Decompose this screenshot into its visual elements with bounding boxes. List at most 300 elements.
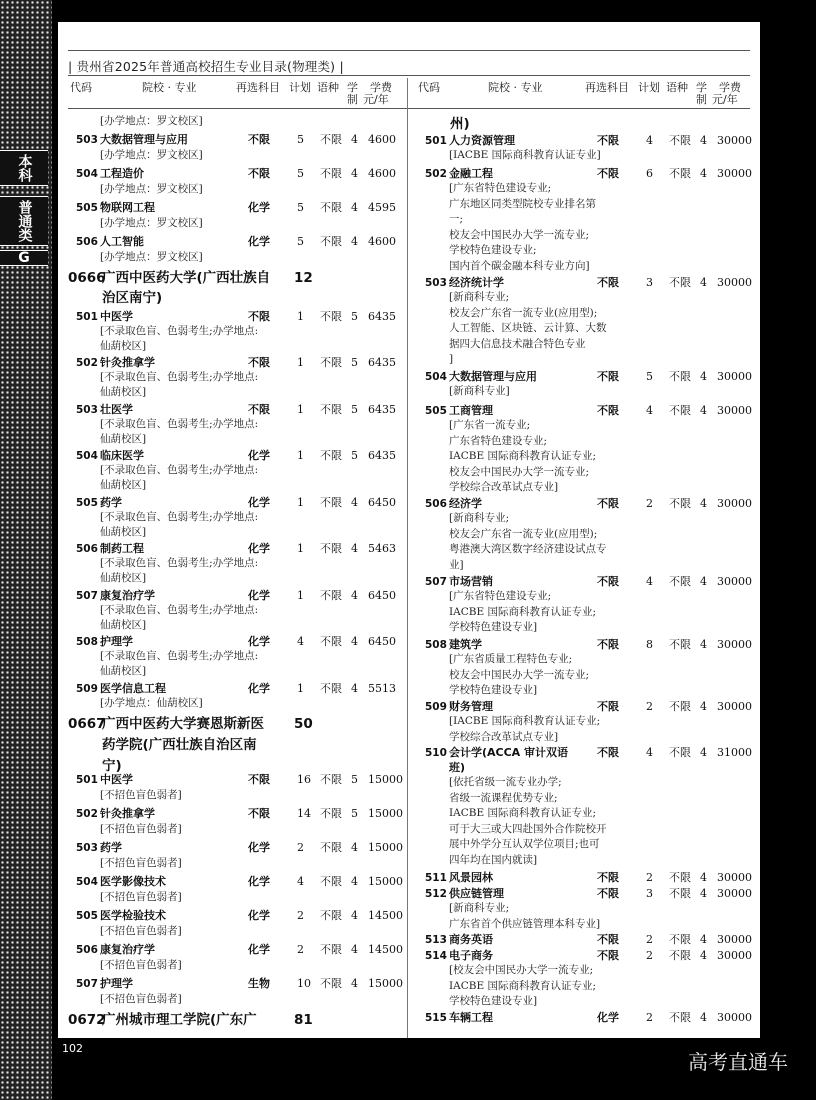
major-name: 医学信息工程: [100, 682, 166, 695]
major-years: 4: [351, 682, 358, 695]
major-name: 会计学(ACCA 审计双语: [449, 746, 569, 759]
major-plan: 3: [646, 276, 653, 289]
major-code: 508: [425, 639, 447, 651]
col-plan: 计划: [638, 81, 660, 94]
major-code: 506: [76, 236, 98, 248]
major-plan: 2: [646, 871, 653, 884]
column-divider: [407, 78, 408, 1038]
major-years: 4: [351, 133, 358, 146]
col-plan: 计划: [289, 81, 311, 94]
major-name: 财务管理: [449, 700, 493, 713]
major-code: 513: [425, 934, 447, 946]
major-code: 510: [425, 747, 447, 759]
major-years: 4: [700, 933, 707, 946]
major-name: 康复治疗学: [100, 943, 155, 956]
major-name: 建筑学: [449, 638, 482, 651]
major-subject: 化学: [248, 496, 270, 509]
major-subject: 不限: [597, 746, 619, 759]
school-code: 0672: [68, 1012, 106, 1028]
major-subject: 不限: [597, 167, 619, 180]
major-language: 不限: [669, 497, 691, 510]
major-language: 不限: [320, 682, 342, 695]
col-subject: 再选科目: [236, 81, 280, 94]
major-name: 商务英语: [449, 933, 493, 946]
side-tab-undergrad: [0, 150, 48, 186]
major-years: 4: [700, 575, 707, 588]
col-code: 代码: [70, 81, 92, 94]
major-plan: 14: [297, 807, 311, 820]
major-plan: 2: [297, 909, 304, 922]
col-school-major: 院校 · 专业: [142, 81, 197, 94]
col-years-bottom: 制: [347, 93, 358, 106]
major-name: 康复治疗学: [100, 589, 155, 602]
major-fee: 30000: [717, 404, 752, 417]
major-note: [IACBE 国际商科教育认证专业]: [449, 149, 601, 161]
major-note: 仙葫校区]: [100, 665, 147, 677]
major-language: 不限: [669, 871, 691, 884]
major-code: 503: [76, 404, 98, 416]
major-note: 仙葫校区]: [100, 433, 147, 445]
major-code: 507: [76, 978, 98, 990]
major-language: 不限: [669, 949, 691, 962]
major-name: 工商管理: [449, 404, 493, 417]
major-note: [办学地点：罗文校区]: [100, 115, 203, 127]
major-name: 药学: [100, 496, 122, 509]
major-note: 一;: [449, 213, 464, 225]
major-note: 学校特色建设专业]: [449, 621, 538, 633]
major-code: 507: [76, 590, 98, 602]
major-note: 仙葫校区]: [100, 340, 147, 352]
major-note: 粤港澳大湾区数字经济建设试点专: [449, 543, 607, 555]
major-subject: 不限: [248, 403, 270, 416]
major-note: 学校特色建设专业]: [449, 995, 538, 1007]
major-fee: 30000: [717, 887, 752, 900]
major-code: 506: [76, 944, 98, 956]
major-language: 不限: [320, 449, 342, 462]
major-note: [依托省级一流专业办学;: [449, 776, 562, 788]
major-subject: 化学: [248, 201, 270, 214]
major-years: 4: [700, 167, 707, 180]
major-name: 工程造价: [100, 167, 144, 180]
major-fee: 6450: [368, 589, 396, 602]
major-plan: 4: [646, 575, 653, 588]
major-code: 506: [425, 498, 447, 510]
major-fee: 30000: [717, 638, 752, 651]
major-years: 4: [351, 167, 358, 180]
major-note: IACBE 国际商科教育认证专业;: [449, 450, 597, 462]
major-fee: 5513: [368, 682, 396, 695]
major-note: 校友会中国民办大学一流专业;: [449, 465, 590, 478]
catalog-page: [58, 22, 760, 1038]
major-name: 电子商务: [449, 949, 493, 962]
major-language: 不限: [669, 134, 691, 147]
major-fee: 30000: [717, 370, 752, 383]
major-language: 不限: [669, 167, 691, 180]
major-language: 不限: [669, 404, 691, 417]
major-fee: 30000: [717, 1011, 752, 1024]
major-language: 不限: [320, 496, 342, 509]
major-plan: 4: [646, 134, 653, 147]
major-note: [不招色盲色弱者]: [100, 993, 182, 1005]
major-years: 5: [351, 310, 358, 323]
major-note: 仙葫校区]: [100, 619, 147, 631]
major-language: 不限: [320, 542, 342, 555]
brand-watermark: 高考直通车: [688, 1050, 788, 1074]
major-language: 不限: [320, 356, 342, 369]
major-code: 512: [425, 888, 447, 900]
major-language: 不限: [320, 977, 342, 990]
major-name: 大数据管理与应用: [449, 370, 537, 383]
major-name: 市场营销: [449, 575, 493, 588]
major-plan: 5: [297, 201, 304, 214]
major-name: 壮医学: [100, 403, 133, 416]
col-fee-top: 学费: [719, 81, 741, 94]
major-subject: 不限: [597, 497, 619, 510]
major-fee: 31000: [717, 746, 752, 759]
major-note: ]: [449, 353, 454, 365]
major-fee: 30000: [717, 871, 752, 884]
major-note: [广东省质量工程特色专业;: [449, 653, 573, 665]
major-fee: 4600: [368, 167, 396, 180]
col-years-top: 学: [347, 81, 358, 94]
major-plan: 1: [297, 356, 304, 369]
major-years: 5: [351, 356, 358, 369]
major-note: 四年均在国内就读]: [449, 853, 538, 866]
major-code: 509: [76, 683, 98, 695]
major-note: 据四大信息技术融合特色专业: [449, 337, 586, 350]
major-code: 501: [76, 311, 98, 323]
major-language: 不限: [320, 167, 342, 180]
major-name: 供应链管理: [449, 887, 504, 900]
major-fee: 6435: [368, 310, 396, 323]
major-fee: 30000: [717, 276, 752, 289]
major-subject: 不限: [597, 700, 619, 713]
major-code: 507: [425, 576, 447, 588]
school-code: 0667: [68, 716, 106, 732]
major-code: 505: [425, 405, 447, 417]
major-plan: 5: [646, 370, 653, 383]
major-years: 4: [700, 887, 707, 900]
major-plan: 2: [297, 841, 304, 854]
major-note: 展中外学分互认双学位项目;也可: [449, 838, 600, 850]
major-plan: 1: [297, 496, 304, 509]
major-fee: 14500: [368, 943, 403, 956]
major-years: 4: [351, 235, 358, 248]
major-subject: 化学: [248, 449, 270, 462]
major-code: 502: [76, 357, 98, 369]
major-note: IACBE 国际商科教育认证专业;: [449, 979, 597, 992]
school-name: 州): [450, 116, 470, 132]
major-subject: 不限: [248, 807, 270, 820]
major-code: 502: [76, 808, 98, 820]
major-note: 仙葫校区]: [100, 572, 147, 584]
major-years: 4: [351, 875, 358, 888]
col-language: 语种: [317, 81, 339, 94]
header-rule: [68, 75, 750, 76]
major-code: 505: [76, 910, 98, 922]
school-plan: 50: [294, 716, 313, 732]
major-years: 4: [351, 909, 358, 922]
major-code: 503: [76, 842, 98, 854]
major-subject: 不限: [597, 887, 619, 900]
major-name: 经济学: [449, 497, 482, 510]
major-note: [不录取色盲、色弱考生;办学地点:: [100, 511, 259, 523]
major-plan: 2: [646, 700, 653, 713]
major-code: 514: [425, 950, 447, 962]
major-plan: 10: [297, 977, 311, 990]
major-subject: 不限: [597, 638, 619, 651]
major-subject: 不限: [597, 871, 619, 884]
major-subject: 不限: [597, 933, 619, 946]
major-code: 503: [425, 277, 447, 289]
major-note: [IACBE 国际商科教育认证专业;: [449, 715, 601, 727]
page-title: 贵州省2025年普通高校招生专业目录(物理类): [76, 59, 336, 74]
major-note: [办学地点：罗文校区]: [100, 149, 203, 161]
major-language: 不限: [320, 403, 342, 416]
major-note: [新商科专业]: [449, 385, 510, 397]
major-fee: 4600: [368, 133, 396, 146]
major-plan: 1: [297, 589, 304, 602]
school-code: 0666: [68, 270, 106, 286]
major-note: [不录取色盲、色弱考生;办学地点:: [100, 418, 259, 430]
major-subject: 化学: [248, 909, 270, 922]
major-years: 4: [700, 1011, 707, 1024]
major-note: 校友会广东省一流专业(应用型);: [449, 306, 598, 319]
major-subject: 不限: [597, 575, 619, 588]
major-fee: 6450: [368, 496, 396, 509]
major-code: 515: [425, 1012, 447, 1024]
major-subject: 化学: [248, 589, 270, 602]
major-name: 中医学: [100, 773, 133, 786]
major-note: 仙葫校区]: [100, 479, 147, 491]
major-name: 大数据管理与应用: [100, 133, 188, 146]
major-note: 广东省特色建设专业;: [449, 434, 548, 447]
colhead-rule: [68, 108, 750, 109]
major-name: 药学: [100, 841, 122, 854]
major-subject: 化学: [597, 1011, 619, 1024]
major-name: 护理学: [100, 977, 133, 990]
major-years: 5: [351, 773, 358, 786]
major-name: 医学影像技术: [100, 875, 166, 888]
major-subject: 不限: [248, 356, 270, 369]
major-note: [新商科专业;: [449, 902, 510, 914]
major-years: 4: [700, 746, 707, 759]
major-plan: 6: [646, 167, 653, 180]
major-fee: 5463: [368, 542, 396, 555]
major-plan: 2: [646, 1011, 653, 1024]
major-note: 学校特色建设专业;: [449, 244, 537, 256]
side-tab-letter: [0, 250, 48, 266]
col-language: 语种: [666, 81, 688, 94]
major-language: 不限: [320, 773, 342, 786]
major-years: 4: [351, 496, 358, 509]
major-note: 仙葫校区]: [100, 526, 147, 538]
major-note: [不录取色盲、色弱考生;办学地点:: [100, 604, 259, 616]
major-note: [新商科专业;: [449, 291, 510, 303]
major-note: 学校特色建设专业]: [449, 684, 538, 696]
col-subject: 再选科目: [585, 81, 629, 94]
major-subject: 生物: [248, 977, 270, 990]
major-language: 不限: [669, 746, 691, 759]
major-language: 不限: [669, 575, 691, 588]
major-note: [不录取色盲、色弱考生;办学地点:: [100, 557, 259, 569]
major-fee: 14500: [368, 909, 403, 922]
major-note: [新商科专业;: [449, 512, 510, 524]
side-tab-letter-label: G: [18, 249, 30, 266]
major-plan: 2: [646, 497, 653, 510]
major-plan: 5: [297, 235, 304, 248]
major-language: 不限: [320, 310, 342, 323]
major-fee: 15000: [368, 807, 403, 820]
major-name: 制药工程: [100, 542, 144, 555]
major-note: [不招色盲色弱者]: [100, 823, 182, 835]
major-name: 临床医学: [100, 449, 144, 462]
major-language: 不限: [669, 276, 691, 289]
major-note: [广东省特色建设专业;: [449, 182, 552, 194]
major-subject: 化学: [248, 841, 270, 854]
major-note: 学校综合改革试点专业]: [449, 481, 559, 493]
school-name: 广西中医药大学赛恩斯新医: [102, 716, 264, 732]
major-plan: 4: [646, 746, 653, 759]
page-number: 102: [62, 1042, 83, 1055]
major-years: 4: [351, 542, 358, 555]
major-code: 503: [76, 134, 98, 146]
top-rule: [68, 50, 750, 51]
major-subject: 不限: [248, 167, 270, 180]
major-name: 车辆工程: [449, 1011, 493, 1024]
major-years: 4: [700, 404, 707, 417]
major-years: 4: [351, 841, 358, 854]
major-note: [不录取色盲、色弱考生;办学地点:: [100, 371, 259, 383]
col-school-major: 院校 · 专业: [488, 81, 543, 94]
major-subject: 化学: [248, 235, 270, 248]
major-note: [办学地点：仙葫校区]: [100, 697, 203, 709]
major-name: 班): [449, 761, 466, 774]
major-subject: 化学: [248, 875, 270, 888]
major-years: 4: [700, 497, 707, 510]
major-years: 4: [351, 635, 358, 648]
major-years: 4: [700, 638, 707, 651]
major-name: 医学检验技术: [100, 909, 166, 922]
major-subject: 不限: [248, 310, 270, 323]
major-name: 经济统计学: [449, 276, 504, 289]
major-note: IACBE 国际商科教育认证专业;: [449, 605, 597, 618]
major-fee: 30000: [717, 167, 752, 180]
major-subject: 不限: [597, 370, 619, 383]
major-plan: 4: [297, 635, 304, 648]
major-fee: 15000: [368, 875, 403, 888]
major-name: 中医学: [100, 310, 133, 323]
major-plan: 2: [297, 943, 304, 956]
col-code: 代码: [418, 81, 440, 94]
major-note: 学校综合改革试点专业]: [449, 730, 559, 743]
major-language: 不限: [669, 370, 691, 383]
major-note: [办学地点：罗文校区]: [100, 251, 203, 263]
school-name: 广西中医药大学(广西壮族自: [102, 270, 271, 286]
major-fee: 30000: [717, 700, 752, 713]
major-note: 校友会中国民办大学一流专业;: [449, 668, 590, 681]
school-name: 宁): [102, 758, 122, 774]
major-subject: 化学: [248, 542, 270, 555]
major-plan: 5: [297, 133, 304, 146]
major-years: 4: [700, 370, 707, 383]
major-name: 针灸推拿学: [100, 356, 155, 369]
major-note: 广东地区同类型院校专业排名第: [449, 197, 596, 210]
school-name: 药学院(广西壮族自治区南: [102, 737, 257, 753]
major-years: 4: [351, 977, 358, 990]
major-code: 504: [425, 371, 447, 383]
major-code: 511: [425, 872, 447, 884]
major-language: 不限: [669, 700, 691, 713]
major-plan: 1: [297, 542, 304, 555]
major-fee: 30000: [717, 497, 752, 510]
major-plan: 8: [646, 638, 653, 651]
major-code: 505: [76, 202, 98, 214]
major-code: 504: [76, 876, 98, 888]
major-fee: 30000: [717, 949, 752, 962]
col-fee-bottom: 元/年: [363, 93, 389, 106]
major-language: 不限: [320, 909, 342, 922]
major-plan: 5: [297, 167, 304, 180]
major-code: 508: [76, 636, 98, 648]
major-fee: 6450: [368, 635, 396, 648]
major-name: 物联网工程: [100, 201, 155, 214]
col-years-bottom: 制: [696, 93, 707, 106]
major-note: [办学地点：罗文校区]: [100, 183, 203, 195]
major-code: 506: [76, 543, 98, 555]
major-years: 5: [351, 449, 358, 462]
major-language: 不限: [320, 201, 342, 214]
page-header: | 贵州省2025年普通高校招生专业目录(物理类) |: [68, 59, 344, 74]
major-subject: 化学: [248, 943, 270, 956]
major-plan: 3: [646, 887, 653, 900]
col-fee-bottom: 元/年: [712, 93, 738, 106]
major-note: 业]: [449, 558, 464, 571]
major-plan: 1: [297, 310, 304, 323]
side-tab-general: [0, 196, 48, 246]
major-note: [不招色盲色弱者]: [100, 789, 182, 801]
major-language: 不限: [669, 887, 691, 900]
major-plan: 4: [297, 875, 304, 888]
major-note: [广东省一流专业;: [449, 419, 531, 431]
major-code: 504: [76, 168, 98, 180]
major-note: 广东省首个供应链管理本科专业]: [449, 917, 601, 930]
major-note: 人工智能、区块链、云计算、大数: [449, 322, 607, 334]
side-tab-general-label: 普通类: [16, 200, 33, 242]
major-note: IACBE 国际商科教育认证专业;: [449, 807, 597, 819]
major-subject: 不限: [248, 133, 270, 146]
col-years-top: 学: [696, 81, 707, 94]
major-name: 金融工程: [449, 167, 493, 180]
major-name: 人工智能: [100, 235, 144, 248]
major-language: 不限: [320, 807, 342, 820]
major-language: 不限: [669, 638, 691, 651]
major-fee: 30000: [717, 134, 752, 147]
major-fee: 4600: [368, 235, 396, 248]
major-years: 4: [700, 871, 707, 884]
major-subject: 化学: [248, 682, 270, 695]
major-plan: 1: [297, 682, 304, 695]
major-subject: 不限: [597, 949, 619, 962]
major-plan: 2: [646, 949, 653, 962]
school-plan: 81: [294, 1012, 313, 1028]
major-language: 不限: [320, 875, 342, 888]
major-language: 不限: [669, 933, 691, 946]
major-years: 4: [700, 949, 707, 962]
major-fee: 6435: [368, 403, 396, 416]
major-note: 校友会广东省一流专业(应用型);: [449, 527, 598, 540]
major-language: 不限: [320, 943, 342, 956]
